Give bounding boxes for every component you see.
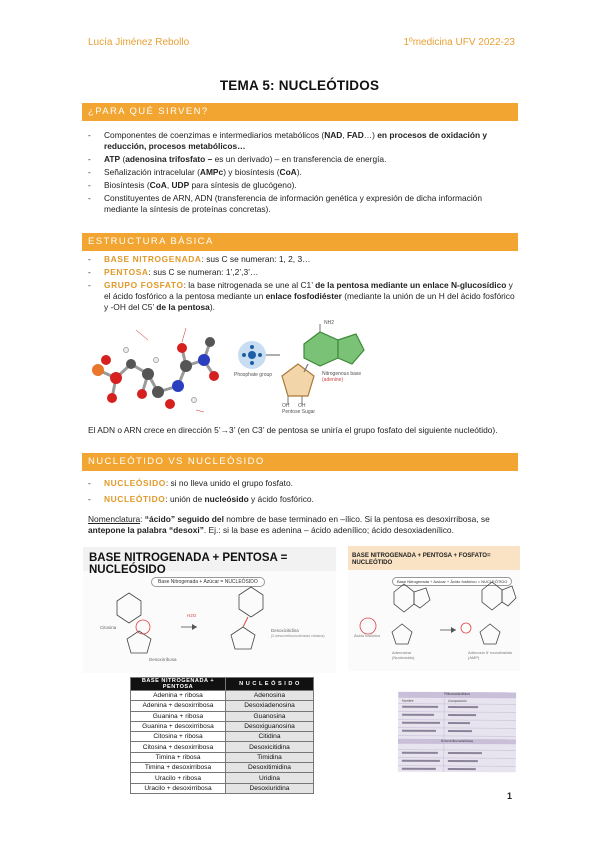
- table-row: [131, 742, 314, 752]
- table-row: [131, 783, 314, 793]
- uses-list: [88, 130, 518, 217]
- table-cell-nucleoside: Desoxicitidina: [226, 742, 314, 752]
- phosphate-group-label: Phosphate group: [234, 372, 273, 378]
- table-row: [131, 763, 314, 773]
- table-cell-composition: Guanina + ribosa: [131, 711, 226, 721]
- nucleoside-figure: [83, 547, 336, 673]
- table-cell-composition: Timina + desoxirribosa: [131, 763, 226, 773]
- deoxycytidine-label: Desoxicitidina: [271, 628, 299, 633]
- table-cell-nucleoside: Desoxiguanosina: [226, 721, 314, 731]
- page-header: [88, 37, 515, 48]
- table-cell-composition: Citosina + ribosa: [131, 732, 226, 742]
- section-header-estructura-basica: ESTRUCTURA BÁSICA: [82, 233, 518, 251]
- table-row: [131, 732, 314, 742]
- table-row: [131, 752, 314, 762]
- structure-list: [88, 254, 518, 315]
- nucleotide-figure: [348, 546, 520, 671]
- page-number: 1: [507, 791, 513, 801]
- page-title: TEMA 5: NUCLEÓTIDOS: [219, 78, 380, 93]
- h2o-label: H2O: [187, 613, 197, 618]
- nucleoside-table-wrapper: [130, 677, 314, 794]
- section-header-para-que-sirven: ¿PARA QUÉ SIRVEN?: [82, 103, 518, 121]
- photo-table-title: Ribonucleótidos: [398, 692, 516, 699]
- table-header-left: BASE NITROGENADA + PENTOSA: [131, 678, 226, 691]
- table-cell-nucleoside: Timidina: [226, 752, 314, 762]
- table-cell-composition: Timina + ribosa: [131, 752, 226, 762]
- nh2-label: NH2: [324, 320, 335, 326]
- deoxycytidine-sub-label: (2-desoxirribonucleósido citosina): [271, 634, 325, 638]
- table-cell-composition: Adenina + desoxirribosa: [131, 701, 226, 711]
- photo-col1: Nombre: [402, 698, 414, 703]
- list-item: - PENTOSA: sus C se numeran: 1’,2’,3’…: [88, 267, 518, 278]
- nucleoside-pill: Base Nitrogenada + Azúcar = NUCLEÓSIDO: [151, 577, 265, 587]
- adn-growth-note: El ADN o ARN crece en dirección 5’→3’ (en C3’ de pentosa se uniría el grupo fosfato del siguiente nucleótido).: [88, 425, 498, 435]
- nucleoside-banner: BASE NITROGENADA + PENTOSA = NUCLEÓSIDO: [83, 547, 336, 571]
- course-name: 1ºmedicina UFV 2022-23: [403, 37, 515, 48]
- table-header-right: N U C L E Ó S I D O: [226, 678, 314, 691]
- table-cell-nucleoside: Desoxitimidina: [226, 763, 314, 773]
- nucleoside-list: [88, 478, 518, 507]
- table-cell-nucleoside: Uridina: [226, 773, 314, 783]
- list-item: - Señalización intracelular (AMPc) y biosíntesis (CoA).: [88, 167, 518, 178]
- table-row: [131, 711, 314, 721]
- table-row: [131, 701, 314, 711]
- table-cell-composition: Adenina + ribosa: [131, 691, 226, 701]
- list-item: - BASE NITROGENADA: sus C se numeran: 1, 2, 3…: [88, 254, 518, 265]
- pentose-sugar-label: Pentose Sugar: [282, 409, 316, 415]
- table-cell-nucleoside: Adenosina: [226, 691, 314, 701]
- nucleotide-banner: BASE NITROGENADA + PENTOSA + FOSFATO= NUCLEÓTIDO: [348, 546, 520, 570]
- table-row: [131, 721, 314, 731]
- table-cell-composition: Uracilo + ribosa: [131, 773, 226, 783]
- list-item: - NUCLEÓSIDO: si no lleva unido el grupo fosfato.: [88, 478, 518, 489]
- nucleoside-table: [130, 677, 314, 794]
- table-cell-nucleoside: Desoxiuridina: [226, 783, 314, 793]
- list-item: - ATP (adenosina trifosfato – es un derivado) – en transferencia de energía.: [88, 154, 518, 165]
- list-item: - Constituyentes de ARN, ADN (transferencia de información genética y expresión de dicha información mediante la síntesis de proteínas concretas).: [88, 193, 518, 215]
- cytosine-label: Citosina: [100, 625, 117, 630]
- nucleotide-diagram: [232, 320, 370, 418]
- table-cell-composition: Citosina + desoxirribosa: [131, 742, 226, 752]
- list-item: - Componentes de coenzimas e intermediarios metabólicos (NAD, FAD…) en procesos de oxidación y reducción, procesos metabólicos…: [88, 130, 518, 152]
- deoxyribose-label: Desoxirribosa: [149, 657, 177, 662]
- photo-table-title-2: Desoxirribonucleótidos: [398, 739, 516, 745]
- oh-label-2: OH: [282, 403, 290, 409]
- table-row: [131, 773, 314, 783]
- phosphoric-acid-label: Ácido fosfórico: [354, 633, 381, 638]
- section-header-nucleotido-vs-nucleosido: NUCLEÓTIDO VS NUCLEÓSIDO: [82, 453, 518, 471]
- table-cell-composition: Uracilo + desoxirribosa: [131, 783, 226, 793]
- nomenclature-paragraph: Nomenclatura: “ácido” seguido del nombre de base terminado en –ílico. Si la pentosa es desoxirribosa, se antepone la palabra “desoxi”. Ej.: si la base es adenina – ácido adenílico; ácido desoxiadenílico.: [88, 514, 490, 535]
- textbook-table-photo: [398, 692, 516, 773]
- list-item: - GRUPO FOSFATO: la base nitrogenada se une al C1’ de la pentosa mediante un enlace N-glucosídico y el ácido fosfórico a la pentosa mediante un enlace fosfodiéster (mediante la unión de un H del ácido fosfórico y -OH del C5’ de la pentosa).: [88, 280, 518, 313]
- photo-col2: Composición: [448, 698, 467, 704]
- adenosine-label: Adenosina (Nucleósido): [392, 650, 415, 660]
- nucleotide-pill: Base Nitrogenada + Azúcar + Ácido fosfórico = NUCLEÓTIDO: [392, 577, 512, 586]
- table-cell-nucleoside: Desoxiadenosina: [226, 701, 314, 711]
- molecule-3d-model-image: [86, 320, 226, 418]
- table-row: [131, 691, 314, 701]
- amp-label: Adenosín 5’ monofosfato (AMP): [468, 650, 513, 660]
- table-cell-nucleoside: Citidina: [226, 732, 314, 742]
- oh-label: OH: [298, 403, 306, 409]
- author-name: Lucía Jiménez Rebollo: [88, 37, 190, 48]
- nitrogenous-base-label: Nitrogenous base (adenine): [322, 371, 362, 383]
- table-cell-nucleoside: Guanosina: [226, 711, 314, 721]
- list-item: - NUCLEÓTIDO: unión de nucleósido y ácido fosfórico.: [88, 494, 518, 505]
- table-cell-composition: Guanina + desoxirribosa: [131, 721, 226, 731]
- list-item: - Biosíntesis (CoA, UDP para síntesis de glucógeno).: [88, 180, 518, 191]
